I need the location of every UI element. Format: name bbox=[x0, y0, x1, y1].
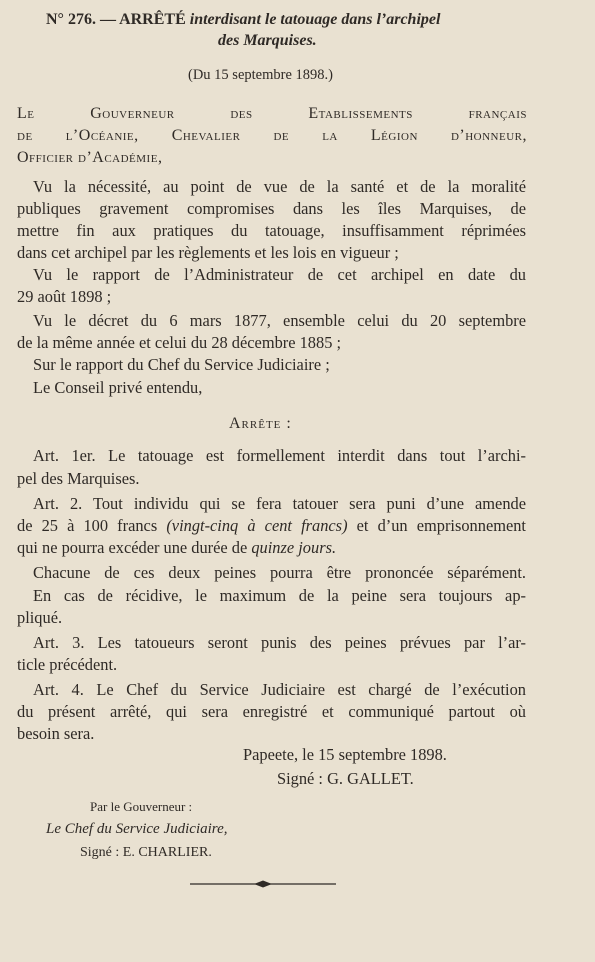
signature-role: Le Chef du Service Judiciaire, bbox=[46, 821, 228, 837]
signature-by: Par le Gouverneur : bbox=[90, 799, 193, 814]
decree-title-italic-1: interdisant le tatouage dans l’archipel bbox=[189, 11, 441, 28]
article-1-line-2: pel des Marquises. bbox=[17, 469, 140, 488]
arrete-heading: Arrête : bbox=[229, 415, 292, 432]
signature-place-date: Papeete, le 15 septembre 1898. bbox=[243, 745, 447, 764]
article-4-line-3: besoin sera. bbox=[17, 724, 95, 743]
article-1-line-1: Art. 1er. Le tatouage est formellement interdit dans tout l’archi- bbox=[33, 446, 526, 465]
article-4-line-2: du présent arrêté, qui sera enregistré et communiqué partout où bbox=[17, 702, 526, 721]
governor-line-1: Le Gouverneur des Etablissements français bbox=[17, 105, 527, 122]
governor-line-3: Officier d’Académie, bbox=[17, 149, 163, 166]
paragraph-penalties: Chacune de ces deux peines pourra être prononcée séparément. bbox=[33, 563, 526, 582]
decree-title-dash: — ARRÊTÉ bbox=[95, 11, 190, 28]
ornament-rule bbox=[190, 880, 336, 888]
article-2-text: qui ne pourra excéder une durée de bbox=[17, 538, 252, 557]
article-2-text: et d’un emprisonnement bbox=[347, 516, 526, 535]
article-3-line-1: Art. 3. Les tatoueurs seront punis des peines prévues par l’ar- bbox=[33, 633, 526, 652]
article-2-line-1: Art. 2. Tout individu qui se fera tatouer sera puni d’une amende bbox=[33, 494, 526, 513]
consideration-line: 29 août 1898 ; bbox=[17, 287, 112, 306]
article-4-line-1: Art. 4. Le Chef du Service Judiciaire est chargé de l’exécution bbox=[33, 680, 526, 699]
governor-line-2: de l’Océanie, Chevalier de la Légion d’honneur, bbox=[17, 127, 527, 144]
consideration-line: de la même année et celui du 28 décembre 1885 ; bbox=[17, 333, 342, 352]
decree-date: (Du 15 septembre 1898.) bbox=[188, 67, 333, 83]
consideration-line: Sur le rapport du Chef du Service Judiciaire ; bbox=[33, 355, 330, 374]
decree-title-line-1 bbox=[46, 10, 440, 30]
consideration-line: Vu le rapport de l’Administrateur de cet archipel en date du bbox=[33, 265, 526, 284]
consideration-line: publiques gravement compromises dans les îles Marquises, de bbox=[17, 199, 526, 218]
signature-charlier: Signé : E. CHARLIER. bbox=[80, 845, 212, 860]
article-3-line-2: ticle précédent. bbox=[17, 655, 118, 674]
consideration-line: Le Conseil privé entendu, bbox=[33, 378, 203, 397]
article-2-italic: quinze jours. bbox=[251, 538, 337, 557]
paragraph-recidive-line-2: pliqué. bbox=[17, 608, 63, 627]
article-2-line-2 bbox=[17, 516, 526, 536]
paragraph-recidive-line-1: En cas de récidive, le maximum de la peine sera toujours ap- bbox=[33, 586, 526, 605]
consideration-line: dans cet archipel par les règlements et les lois en vigueur ; bbox=[17, 243, 399, 262]
article-2-italic: (vingt-cinq à cent francs) bbox=[166, 516, 348, 535]
article-2-text: de 25 à 100 francs bbox=[17, 516, 167, 535]
decree-number: N° 276. bbox=[46, 11, 96, 28]
consideration-line: Vu le décret du 6 mars 1877, ensemble celui du 20 septembre bbox=[33, 311, 526, 330]
signature-governor: Signé : G. GALLET. bbox=[277, 769, 414, 788]
consideration-line: mettre fin aux pratiques du tatouage, insuffisamment réprimées bbox=[17, 221, 526, 240]
consideration-line: Vu la nécessité, au point de vue de la santé et de la moralité bbox=[33, 177, 526, 196]
decree-title-line-2: des Marquises. bbox=[218, 32, 317, 49]
article-2-line-3 bbox=[17, 538, 336, 558]
